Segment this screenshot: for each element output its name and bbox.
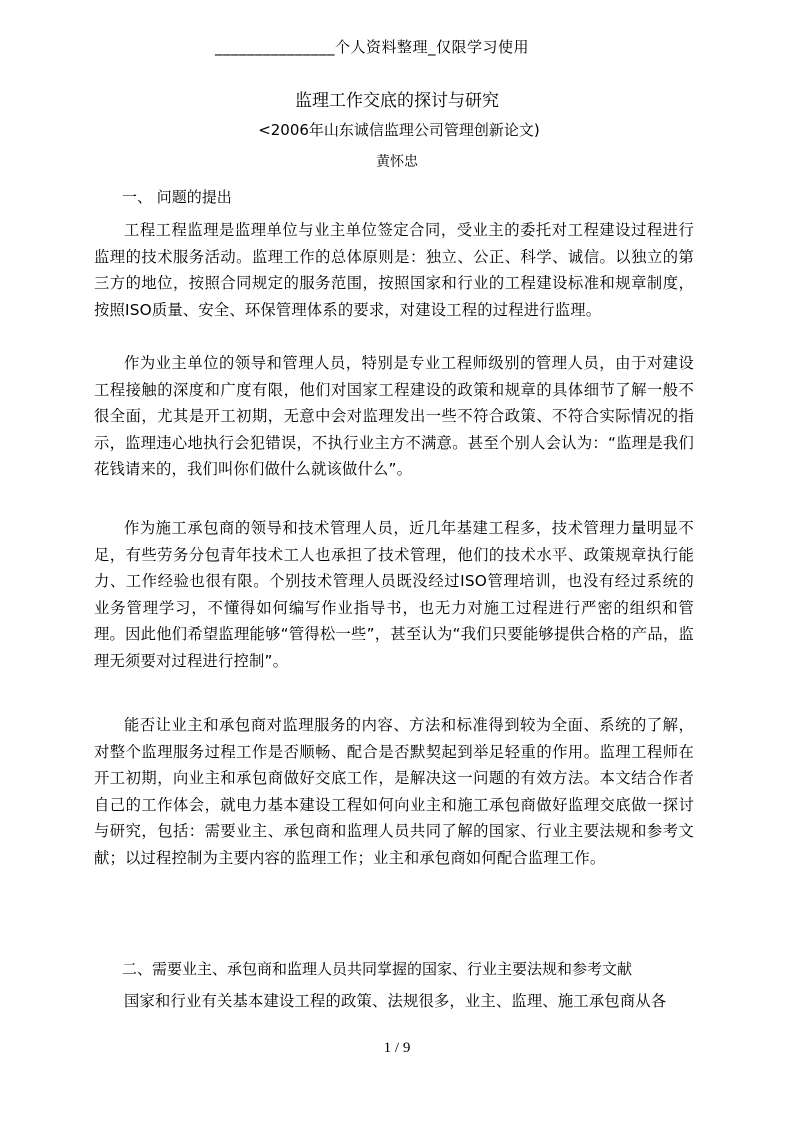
paragraph-4: 能否让业主和承包商对监理服务的内容、方法和标准得到较为全面、系统的了解，对整个监理服务过程工作是否顺畅、配合是否默契起到举足轻重的作用。监理工程师在开工初期，向业主和承包商做好交底工作，是解决这一问题的有效方法。本文结合作者自己的工作体会，就电力基本建设工程如何向业主和施工承包商做好监理交底做一探讨与研究，包括：需要业主、承包商和监理人员共同了解的国家、行业主要法规和参考文献；以过程控制为主要内容的监理工作；业主和承包商如何配合监理工作。 [94,716,694,867]
page-header: _______________个人资料整理_仅限学习使用 [215,38,530,56]
paragraph-3: 作为施工承包商的领导和技术管理人员，近几年基建工程多，技术管理力量明显不足，有些劳务分包青年技术工人也承担了技术管理，他们的技术水平、政策规章执行能力、工作经验也很有限。个别技术管理人员既没经过ISO管理培训，也没有经过系统的业务管理学习，不懂得如何编写作业指导书，也无力对施工过程进行严密的组织和管理。因此他们希望监理能够“管得松一些”，甚至认为“我们只要能够提供合格的产品，监理无须要对过程进行控制”。 [94,519,694,670]
paragraph-5: 国家和行业有关基本建设工程的政策、法规很多，业主、监理、施工承包商从各 [124,992,667,1010]
author-name: 黄怀忠 [376,154,418,170]
paragraph-2: 作为业主单位的领导和管理人员，特别是专业工程师级别的管理人员，由于对建设工程接触的深度和广度有限，他们对国家工程建设的政策和规章的具体细节了解一般不很全面，尤其是开工初期，无意中会对监理发出一些不符合政策、不符合实际情况的指示，监理违心地执行会犯错误，不执行业主方不满意。甚至个别人会认为：“监理是我们花钱请来的，我们叫你们做什么就该做什么”。 [94,354,694,478]
document-title: 监理工作交底的探讨与研究 [295,91,499,111]
paragraph-1: 工程工程监理是监理单位与业主单位签定合同，受业主的委托对工程建设过程进行监理的技术服务活动。监理工作的总体原则是：独立、公正、科学、诚信。以独立的第三方的地位，按照合同规定的服务范围，按照国家和行业的工程建设标准和规章制度，按照ISO质量、安全、环保管理体系的要求，对建设工程的过程进行监理。 [94,221,694,319]
section-heading-2: 二、需要业主、承包商和监理人员共同掌握的国家、行业主要法规和参考文献 [122,960,633,978]
page-number: 1 / 9 [383,1040,411,1056]
section-heading-1: 一、 问题的提出 [122,188,232,206]
document-subtitle: <2006年山东诚信监理公司管理创新论文) [258,121,540,139]
